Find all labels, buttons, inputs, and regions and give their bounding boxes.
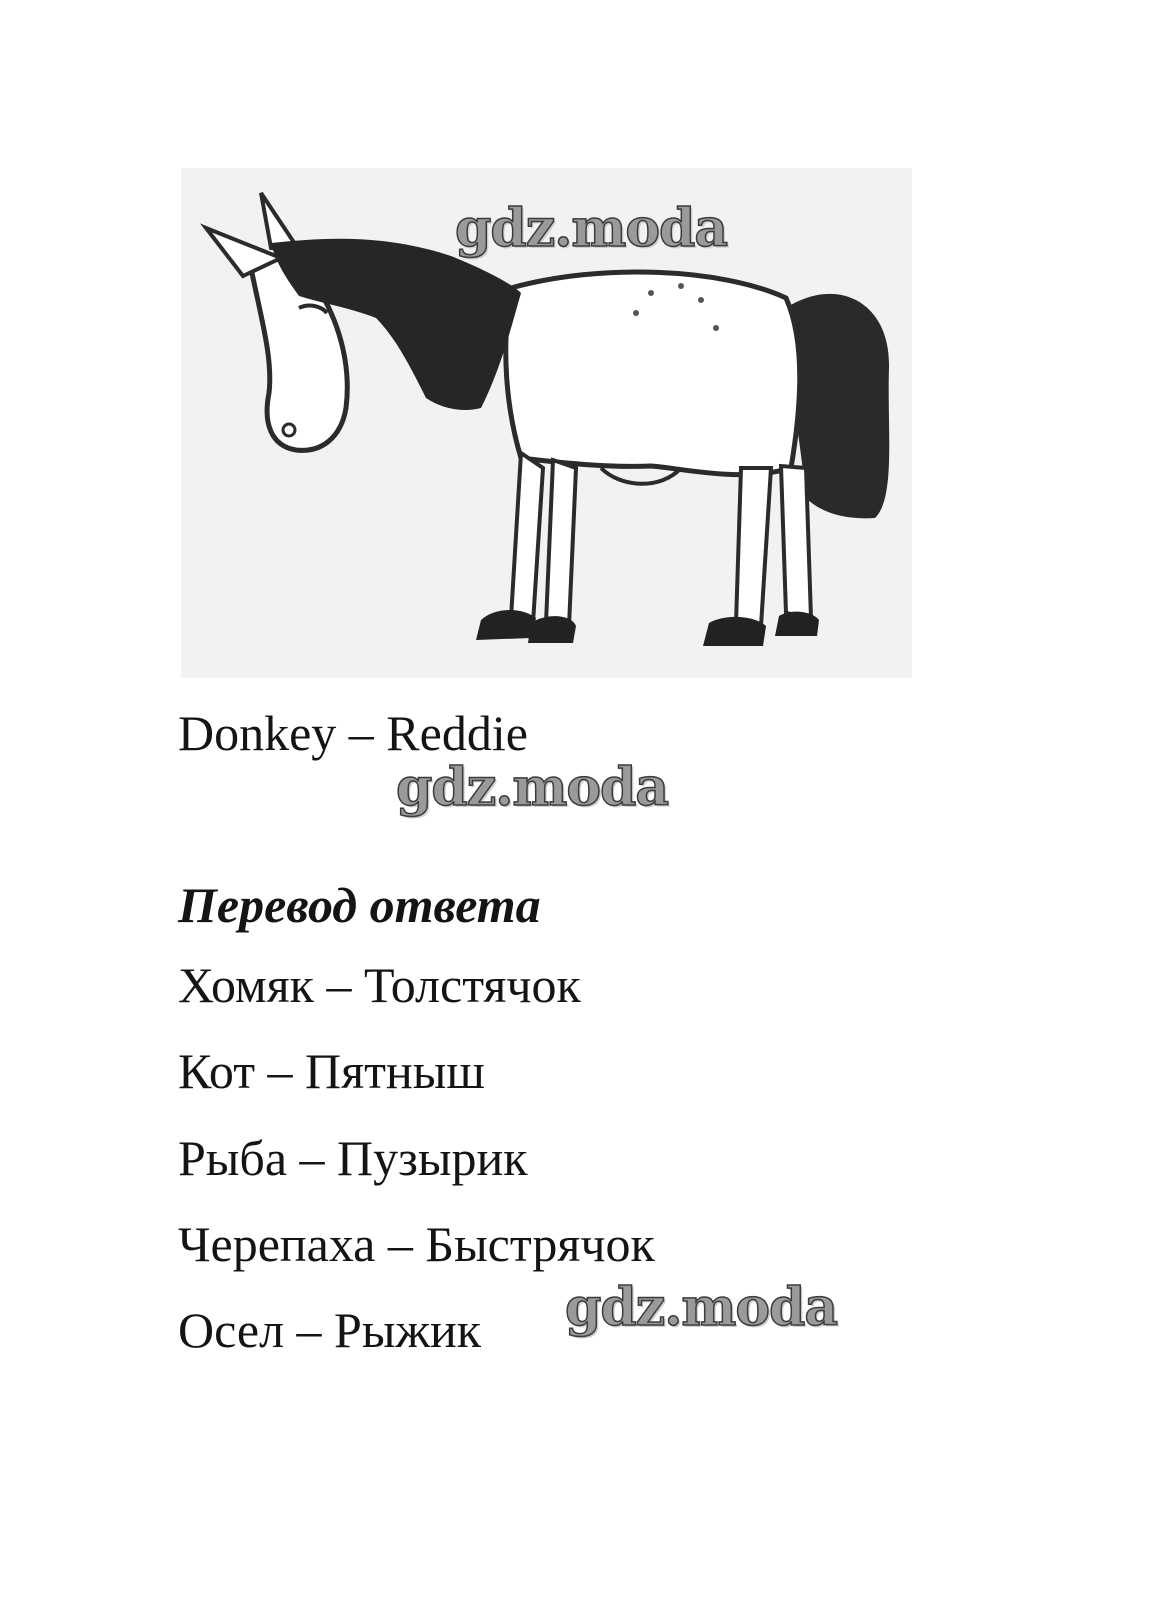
watermark: gdz.moda xyxy=(565,1277,838,1338)
watermark: gdz.moda xyxy=(396,757,669,818)
translation-line: Рыба – Пузырик xyxy=(178,1130,528,1186)
translation-line: Хомяк – Толстячок xyxy=(178,957,581,1013)
translation-heading: Перевод ответа xyxy=(178,877,541,933)
translation-line: Черепаха – Быстрячок xyxy=(178,1216,655,1272)
watermark: gdz.moda xyxy=(455,198,728,259)
answer-line: Donkey – Reddie xyxy=(178,705,528,761)
translation-line: Кот – Пятныш xyxy=(178,1043,485,1099)
translation-line: Осел – Рыжик xyxy=(178,1302,482,1358)
